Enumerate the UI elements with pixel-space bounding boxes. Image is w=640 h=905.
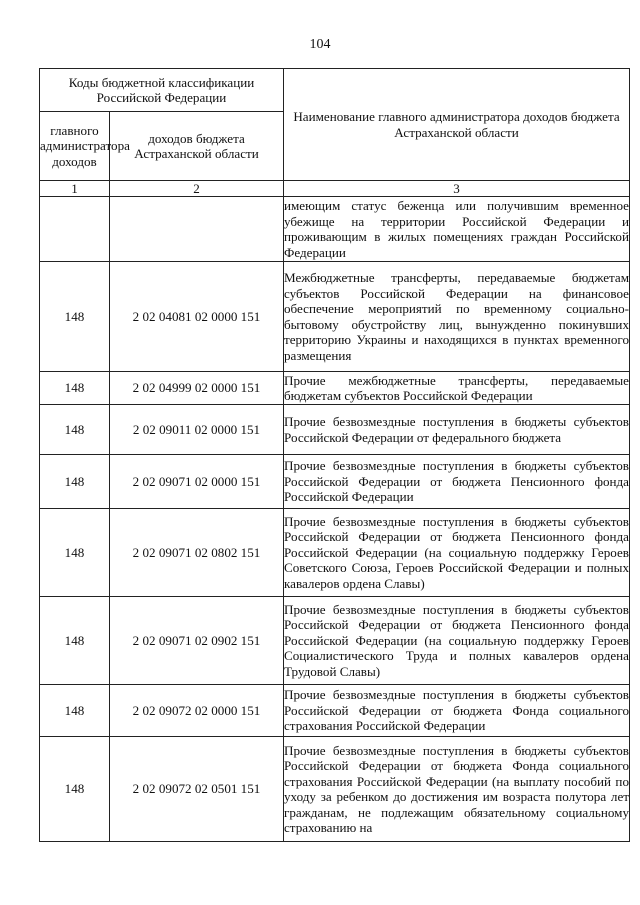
- revenue-code-cell: 2 02 09011 02 0000 151: [110, 405, 284, 455]
- revenue-code-cell: 2 02 09071 02 0000 151: [110, 455, 284, 509]
- table-row: [40, 597, 630, 685]
- admin-code-cell: 148: [40, 372, 110, 405]
- header-column-number: 2: [110, 181, 284, 197]
- admin-code-cell: 148: [40, 455, 110, 509]
- admin-code-cell: 148: [40, 737, 110, 842]
- revenue-name-cell: имеющим статус беженца или получившим временное убежище на территории Российской Федерации и проживающим в жилых помещениях граждан Российской Федерации: [284, 198, 629, 260]
- revenue-code-cell: 2 02 09071 02 0802 151: [110, 509, 284, 597]
- admin-code-cell: 148: [40, 597, 110, 685]
- header-admin-name: Наименование главного администратора доходов бюджета Астраханской области: [284, 69, 630, 181]
- revenue-name-cell: Прочие безвозмездные поступления в бюджеты субъектов Российской Федерации от бюджета Фонда социального страхования Российской Федерации (на выплату пособий по уходу за ребенком до достижения им возраста полутора лет гражданам, не подлежащим обязательному социальному страхованию на: [284, 737, 630, 842]
- revenue-code-cell: 2 02 04999 02 0000 151: [110, 372, 284, 405]
- revenue-name-cell: Прочие безвозмездные поступления в бюджеты субъектов Российской Федерации от бюджета Пенсионного фонда Российской Федерации: [284, 455, 630, 509]
- table-row: [40, 405, 630, 455]
- revenue-code-cell: [110, 197, 284, 262]
- table-row: [40, 262, 630, 372]
- revenue-codes-table: [39, 68, 630, 842]
- page-number: 104: [309, 37, 331, 52]
- header-codes-group: Коды бюджетной классификации Российской Федерации: [40, 69, 284, 112]
- header-chief-admin-code: главного администратора доходов: [40, 112, 110, 181]
- admin-code-cell: [40, 197, 110, 262]
- revenue-name-cell: Прочие межбюджетные трансферты, передаваемые бюджетам субъектов Российской Федерации: [284, 372, 629, 403]
- revenue-code-cell: 2 02 09072 02 0000 151: [110, 685, 284, 737]
- admin-code-cell: 148: [40, 509, 110, 597]
- header-column-number: 3: [284, 181, 630, 197]
- table-row: [40, 509, 630, 597]
- header-column-number: 1: [40, 181, 110, 197]
- admin-code-cell: 148: [40, 405, 110, 455]
- admin-code-cell: 148: [40, 262, 110, 372]
- table-row: [40, 685, 630, 737]
- admin-code-cell: 148: [40, 685, 110, 737]
- table-row: [40, 372, 630, 405]
- revenue-code-cell: 2 02 09072 02 0501 151: [110, 737, 284, 842]
- revenue-name-cell: Прочие безвозмездные поступления в бюджеты субъектов Российской Федерации от федерального бюджета: [284, 405, 630, 455]
- table-row: [40, 455, 630, 509]
- header-revenue-code: доходов бюджета Астраханской области: [110, 112, 284, 181]
- revenue-name-cell: Прочие безвозмездные поступления в бюджеты субъектов Российской Федерации от бюджета Пенсионного фонда Российской Федерации (на социальную поддержку Героев Советского Союза, Героев Российской Федерации и полных кавалеров ордена Славы): [284, 509, 630, 597]
- table-row: [40, 737, 630, 842]
- revenue-code-cell: 2 02 09071 02 0902 151: [110, 597, 284, 685]
- revenue-name-cell: Прочие безвозмездные поступления в бюджеты субъектов Российской Федерации от бюджета Фонда социального страхования Российской Федерации: [284, 685, 630, 737]
- revenue-code-cell: 2 02 04081 02 0000 151: [110, 262, 284, 372]
- revenue-name-cell: Межбюджетные трансферты, передаваемые бюджетам субъектов Российской Федерации на финансовое обеспечение мероприятий по временному социально-бытовому обустройству лиц, вынужденно покинувших территорию Украины и находящихся в пунктах временного размещения: [284, 262, 630, 372]
- table-row: [40, 197, 630, 262]
- revenue-name-cell: Прочие безвозмездные поступления в бюджеты субъектов Российской Федерации от бюджета Пенсионного фонда Российской Федерации (на социальную поддержку Героев Социалистического Труда и полных кавалеров ордена Трудовой Славы): [284, 597, 630, 685]
